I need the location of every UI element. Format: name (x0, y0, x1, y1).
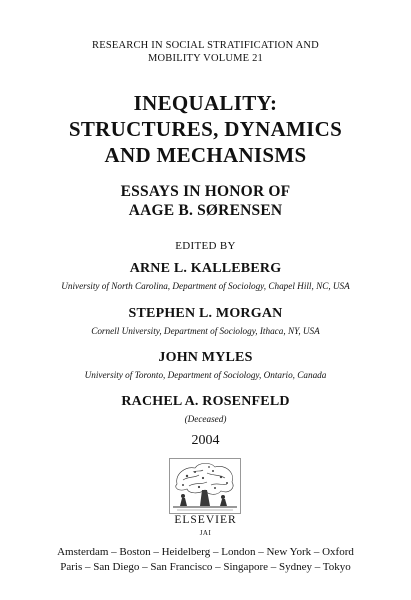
publisher-imprint: JAI (199, 529, 212, 537)
editor-name-4: RACHEL A. ROSENFELD (121, 394, 290, 409)
series-title-line-1: RESEARCH IN SOCIAL STRATIFICATION AND (92, 40, 319, 51)
book-title-line-1: INEQUALITY: (133, 91, 278, 115)
publisher-name: ELSEVIER (174, 514, 237, 526)
book-title-line-3: AND MECHANISMS (104, 143, 307, 167)
publisher-cities-line-1: Amsterdam – Boston – Heidelberg – London – New York – Oxford (57, 546, 354, 558)
editor-name-1: ARNE L. KALLEBERG (129, 261, 282, 276)
series-title-line-2: MOBILITY VOLUME 21 (147, 53, 263, 64)
elsevier-tree-icon (169, 458, 241, 514)
editor-affiliation-4: (Deceased) (184, 414, 227, 424)
editor-affiliation-2: Cornell University, Department of Sociology, Ithaca, NY, USA (91, 326, 320, 336)
editor-affiliation-3: University of Toronto, Department of Sociology, Ontario, Canada (84, 370, 327, 380)
editor-affiliation-1: University of North Carolina, Department of Sociology, Chapel Hill, NC, USA (61, 281, 350, 291)
publisher-cities-line-2: Paris – San Diego – San Francisco – Singapore – Sydney – Tokyo (60, 561, 351, 573)
editor-name-2: STEPHEN L. MORGAN (128, 306, 283, 321)
subtitle-line-2: AAGE B. SØRENSEN (128, 202, 283, 219)
editor-name-3: JOHN MYLES (158, 350, 253, 365)
edited-by-label: EDITED BY (175, 240, 236, 252)
book-title-line-2: STRUCTURES, DYNAMICS (68, 117, 343, 141)
publication-year: 2004 (191, 433, 220, 448)
subtitle-line-1: ESSAYS IN HONOR OF (120, 183, 291, 200)
